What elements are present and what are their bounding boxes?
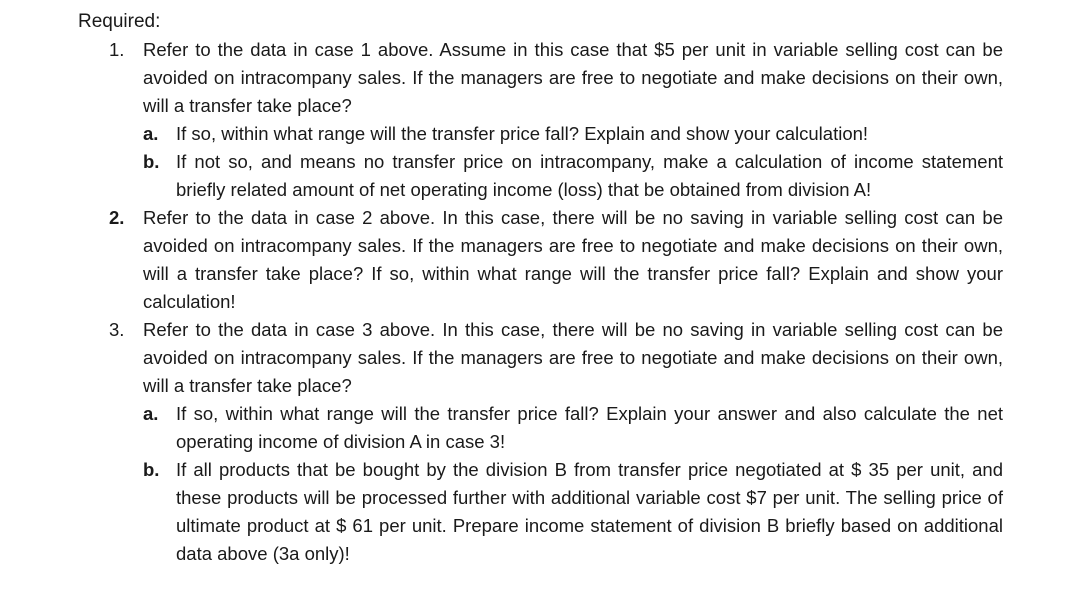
sub-question-text: If not so, and means no transfer price on intracompany, make a calculation of income statement briefly related amount of net operating income (loss) that be obtained from division A! bbox=[176, 151, 1003, 200]
question-2 bbox=[78, 204, 1003, 316]
question-number: 3. bbox=[109, 319, 125, 340]
question-text: Refer to the data in case 1 above. Assume in this case that $5 per unit in variable selling cost can be avoided on intracompany sales. If the managers are free to negotiate and make decisions on their own, will a transfer take place? bbox=[143, 39, 1003, 116]
question-3 bbox=[78, 316, 1003, 568]
sub-question-3b bbox=[143, 456, 1003, 568]
sub-question-1a bbox=[143, 120, 1003, 148]
sub-letter: a. bbox=[143, 403, 159, 424]
sub-question-1b bbox=[143, 148, 1003, 204]
sub-letter: a. bbox=[143, 123, 159, 144]
question-number: 1. bbox=[109, 39, 125, 60]
sub-question-text: If so, within what range will the transfer price fall? Explain your answer and also calculate the net operating income of division A in case 3! bbox=[176, 403, 1003, 452]
heading: Required: bbox=[78, 11, 161, 32]
sub-question-3a bbox=[143, 400, 1003, 456]
document bbox=[78, 8, 1003, 568]
question-text: Refer to the data in case 2 above. In this case, there will be no saving in variable selling cost can be avoided on intracompany sales. If the managers are free to negotiate and make decisions on their own, will a transfer take place? If so, within what range will the transfer price fall? Explain and show your calculation! bbox=[143, 207, 1003, 312]
question-1 bbox=[78, 36, 1003, 204]
sub-letter: b. bbox=[143, 151, 160, 172]
sub-question-text: If all products that be bought by the division B from transfer price negotiated at $ 35 per unit, and these products will be processed further with additional variable cost $7 per unit. The selling price of ultimate product at $ 61 per unit. Prepare income statement of division B briefly based on additional data above (3a only)! bbox=[176, 459, 1003, 564]
sub-letter: b. bbox=[143, 459, 160, 480]
question-number: 2. bbox=[109, 207, 125, 228]
question-text: Refer to the data in case 3 above. In this case, there will be no saving in variable selling cost can be avoided on intracompany sales. If the managers are free to negotiate and make decisions on their own, will a transfer take place? bbox=[143, 319, 1003, 396]
sub-question-text: If so, within what range will the transfer price fall? Explain and show your calculation! bbox=[176, 123, 869, 144]
